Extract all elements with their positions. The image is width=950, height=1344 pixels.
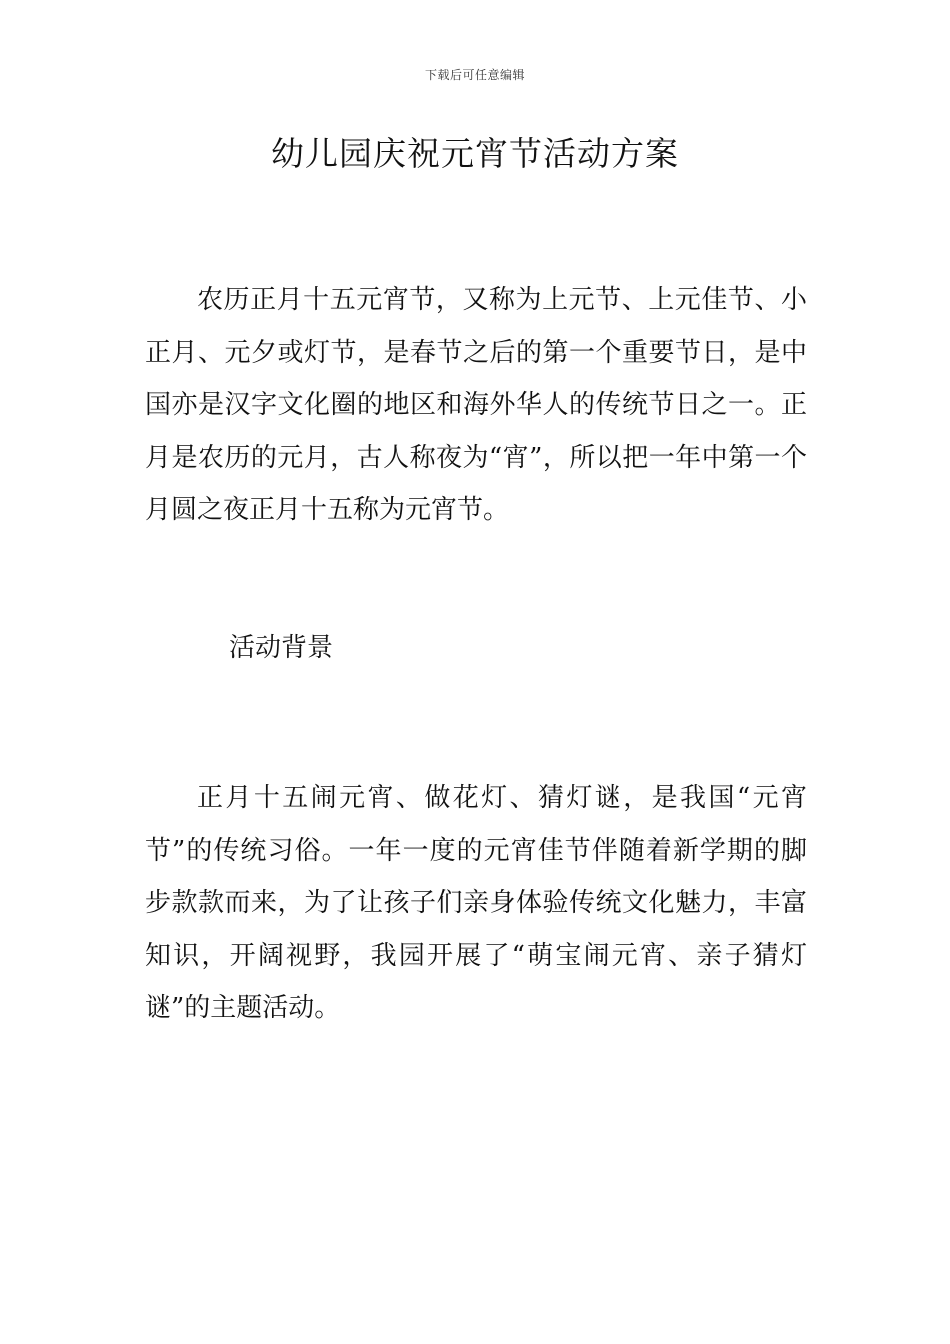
document-title: 幼儿园庆祝元宵节活动方案 bbox=[271, 134, 679, 173]
header-note: 下载后可任意编辑 bbox=[424, 68, 525, 82]
background-paragraph: 正月十五闹元宵、做花灯、猜灯谜，是我国“元宵节”的传统习俗。一年一度的元宵佳节伴随着新学期的脚步款款而来，为了让孩子们亲身体验传统文化魅力，丰富知识，开阔视野，我园开展了“萌宝闹元宵、亲子猜灯谜”的主题活动。 bbox=[145, 783, 807, 1024]
section-heading-background: 活动背景 bbox=[229, 633, 334, 663]
intro-paragraph: 农历正月十五元宵节，又称为上元节、上元佳节、小正月、元夕或灯节，是春节之后的第一个重要节日，是中国亦是汉字文化圈的地区和海外华人的传统节日之一。正月是农历的元月，古人称夜为“宵”，所以把一年中第一个月圆之夜正月十五称为元宵节。 bbox=[145, 285, 807, 526]
